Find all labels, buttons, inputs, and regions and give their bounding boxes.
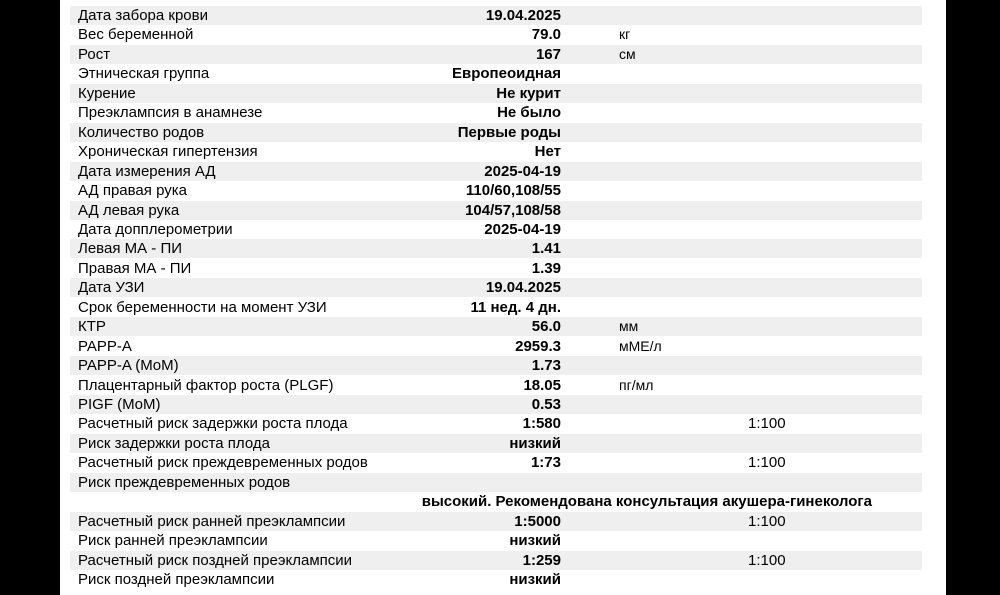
report-row bbox=[70, 317, 922, 336]
report-row bbox=[70, 356, 922, 375]
row-label: Расчетный риск поздней преэклампсии bbox=[78, 551, 353, 569]
row-label: Дата УЗИ bbox=[78, 279, 145, 297]
report-row bbox=[70, 473, 922, 492]
row-label: Плацентарный фактор роста (PLGF) bbox=[78, 376, 334, 394]
row-label: Дата измерения АД bbox=[78, 162, 216, 180]
row-label: Вес беременной bbox=[78, 26, 194, 44]
report-row bbox=[70, 414, 922, 433]
report-row bbox=[70, 512, 922, 531]
report-row bbox=[70, 162, 922, 181]
report-row bbox=[70, 298, 922, 317]
row-label: Риск поздней преэклампсии bbox=[78, 571, 275, 589]
report-row bbox=[70, 376, 922, 395]
row-value: Нет bbox=[534, 143, 561, 161]
row-label: Риск ранней преэклампсии bbox=[78, 532, 268, 550]
row-threshold: 1:100 bbox=[748, 454, 786, 472]
row-label: Преэклампсия в анамнезе bbox=[78, 104, 263, 122]
row-label: Дата допплерометрии bbox=[78, 220, 233, 238]
row-unit: пг/мл bbox=[619, 376, 654, 393]
row-threshold: 1:100 bbox=[748, 415, 786, 433]
row-label: Хроническая гипертензия bbox=[78, 143, 258, 161]
lab-report-document bbox=[60, 0, 946, 595]
row-value: 104/57,108/58 bbox=[465, 201, 561, 219]
report-row bbox=[70, 551, 922, 570]
row-label: PAPP-A (MoM) bbox=[78, 357, 179, 375]
report-row bbox=[70, 84, 922, 103]
row-value: 0.53 bbox=[531, 396, 561, 413]
row-value: низкий bbox=[509, 434, 561, 452]
row-label: КТР bbox=[78, 318, 106, 336]
row-value: 2959.3 bbox=[515, 337, 561, 355]
row-label: Расчетный риск задержки роста плода bbox=[78, 415, 348, 433]
row-value: 19.04.2025 bbox=[485, 7, 561, 24]
report-row bbox=[70, 337, 922, 356]
report-row bbox=[70, 434, 922, 453]
row-value: 18.05 bbox=[523, 376, 561, 394]
row-value: Не курит bbox=[496, 84, 561, 102]
report-row bbox=[70, 259, 922, 278]
row-label: Риск задержки роста плода bbox=[78, 434, 270, 452]
row-value: 1.41 bbox=[531, 240, 561, 258]
row-label: Этническая группа bbox=[78, 65, 210, 83]
report-row bbox=[70, 142, 922, 161]
row-value: 1:73 bbox=[530, 454, 561, 472]
row-value: 1:5000 bbox=[514, 512, 561, 530]
row-unit: мм bbox=[619, 318, 639, 335]
report-row bbox=[70, 123, 922, 142]
report-row bbox=[70, 531, 922, 550]
row-value: Не было bbox=[497, 104, 561, 122]
report-row bbox=[70, 6, 922, 25]
row-unit: кг bbox=[619, 26, 631, 43]
row-label: Левая МА - ПИ bbox=[78, 240, 183, 258]
row-value: Первые роды bbox=[457, 123, 561, 141]
row-threshold: 1:100 bbox=[748, 512, 786, 530]
row-unit: см bbox=[619, 45, 636, 62]
report-row bbox=[70, 395, 922, 414]
row-label: PIGF (MoM) bbox=[78, 396, 161, 413]
row-label: Риск преждевременных родов bbox=[78, 473, 291, 491]
report-row bbox=[70, 181, 922, 200]
row-label: PAPP-A bbox=[78, 337, 132, 355]
row-long-value: высокий. Рекомендована консультация акушера-гинеколога bbox=[421, 493, 872, 511]
row-label: Расчетный риск ранней преэклампсии bbox=[78, 512, 346, 530]
row-label: АД правая рука bbox=[78, 182, 187, 200]
row-threshold: 1:100 bbox=[748, 551, 786, 569]
row-value: 110/60,108/55 bbox=[465, 182, 561, 200]
row-label: Рост bbox=[78, 45, 111, 63]
report-row bbox=[70, 453, 922, 472]
row-value: 1.73 bbox=[531, 357, 561, 375]
row-label: Дата забора крови bbox=[78, 7, 208, 24]
report-row bbox=[70, 570, 922, 589]
report-row bbox=[70, 64, 922, 83]
row-label: Курение bbox=[78, 84, 136, 102]
report-row bbox=[70, 278, 922, 297]
row-value: 1.39 bbox=[531, 259, 561, 277]
row-value: 2025-04-19 bbox=[484, 162, 561, 180]
row-label: Количество родов bbox=[78, 123, 205, 141]
row-value: 167 bbox=[535, 45, 561, 63]
row-value: 56.0 bbox=[531, 318, 561, 336]
row-value: 1:259 bbox=[522, 551, 561, 569]
row-value: 2025-04-19 bbox=[484, 220, 561, 238]
report-row bbox=[70, 25, 922, 44]
row-label: Правая МА - ПИ bbox=[78, 259, 192, 277]
report-row bbox=[70, 201, 922, 220]
row-value: 11 нед. 4 дн. bbox=[470, 298, 561, 316]
row-label: АД левая рука bbox=[78, 201, 180, 219]
row-label: Срок беременности на момент УЗИ bbox=[78, 298, 327, 316]
row-value: низкий bbox=[509, 532, 561, 550]
row-value: 79.0 bbox=[531, 26, 561, 44]
row-unit: мМЕ/л bbox=[619, 337, 662, 354]
report-row bbox=[70, 45, 922, 64]
row-label: Расчетный риск преждевременных родов bbox=[78, 454, 368, 472]
report-row bbox=[70, 492, 922, 511]
row-value: низкий bbox=[509, 571, 561, 589]
row-value: 19.04.2025 bbox=[485, 279, 561, 297]
report-row bbox=[70, 220, 922, 239]
row-value: Европеоидная bbox=[451, 65, 561, 83]
row-value: 1:580 bbox=[522, 415, 561, 433]
report-row bbox=[70, 103, 922, 122]
report-row bbox=[70, 239, 922, 258]
